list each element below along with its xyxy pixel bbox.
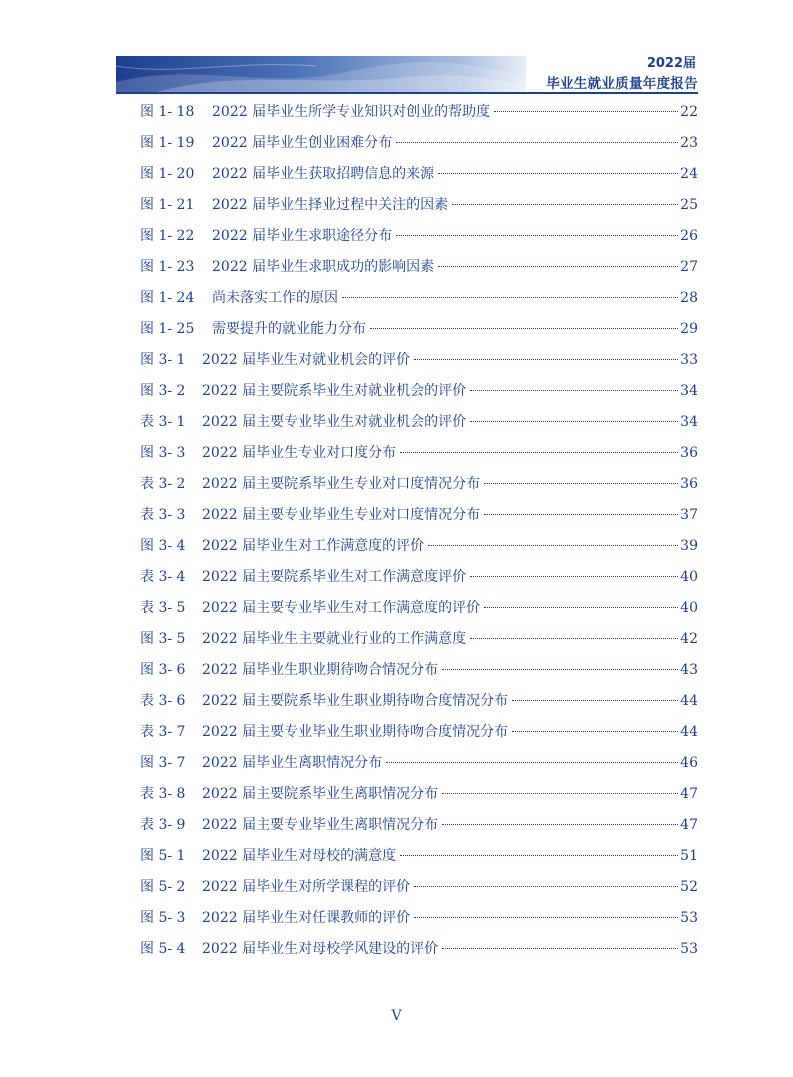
toc-entry[interactable]: [140, 288, 698, 319]
toc-entry-page: 40: [680, 569, 698, 585]
toc-entry[interactable]: [140, 629, 698, 660]
toc-entry-page: 47: [680, 817, 698, 833]
toc-entry-label: 图 3- 7: [140, 755, 186, 771]
toc-entry-title: 2022 届主要专业毕业生离职情况分布: [202, 817, 439, 833]
toc-entry[interactable]: [140, 939, 698, 970]
toc-entry-page: 26: [680, 228, 698, 244]
toc-entry-label: 图 3- 1: [140, 352, 186, 368]
toc-entry-page: 37: [680, 507, 698, 523]
toc-entry-title: 2022 届主要院系毕业生对就业机会的评价: [202, 383, 467, 399]
toc-dot-leader: [442, 824, 678, 825]
toc-entry[interactable]: [140, 784, 698, 815]
toc-entry-label: 图 3- 2: [140, 383, 186, 399]
toc-entry-title: 2022 届毕业生择业过程中关注的因素: [212, 197, 449, 213]
toc-entry-page: 52: [680, 879, 698, 895]
toc-entry-title: 2022 届主要专业毕业生专业对口度情况分布: [202, 507, 481, 523]
toc-entry-title: 2022 届毕业生获取招聘信息的来源: [212, 166, 435, 182]
toc-entry-label: 图 1- 24: [140, 290, 195, 306]
header-divider: [116, 92, 698, 94]
toc-entry-label: 图 1- 19: [140, 135, 195, 151]
toc-entry-label: 表 3- 5: [140, 600, 186, 616]
toc-entry-title: 2022 届主要院系毕业生离职情况分布: [202, 786, 439, 802]
toc-dot-leader: [414, 917, 678, 918]
toc-entry-title: 2022 届毕业生对母校的满意度: [202, 848, 397, 864]
toc-entry-page: 34: [680, 414, 698, 430]
toc-entry-title: 需要提升的就业能力分布: [212, 321, 366, 337]
toc-dot-leader: [428, 545, 678, 546]
toc-entry[interactable]: [140, 598, 698, 629]
toc-entry[interactable]: [140, 815, 698, 846]
toc-entry-page: 39: [680, 538, 698, 554]
toc-entry[interactable]: [140, 319, 698, 350]
toc-entry-title: 2022 届毕业生对任课教师的评价: [202, 910, 411, 926]
toc-entry-page: 51: [680, 848, 698, 864]
toc-entry[interactable]: [140, 722, 698, 753]
toc-entry[interactable]: [140, 102, 698, 133]
toc-entry-title: 2022 届毕业生求职成功的影响因素: [212, 259, 435, 275]
toc-dot-leader: [512, 731, 678, 732]
toc-entry-title: 2022 届主要专业毕业生对就业机会的评价: [202, 414, 467, 430]
toc-entry[interactable]: [140, 443, 698, 474]
toc-entry-label: 表 3- 3: [140, 507, 186, 523]
toc-entry-page: 24: [680, 166, 698, 182]
toc-entry-page: 23: [680, 135, 698, 151]
toc-entry-label: 图 3- 4: [140, 538, 186, 554]
toc-entry-label: 图 5- 3: [140, 910, 186, 926]
toc-dot-leader: [484, 607, 678, 608]
report-title: 毕业生就业质量年度报告: [546, 76, 698, 92]
toc-entry-page: 28: [680, 290, 698, 306]
toc-entry-page: 47: [680, 786, 698, 802]
toc-entry-page: 36: [680, 476, 698, 492]
toc-dot-leader: [400, 452, 678, 453]
toc-entry-title: 2022 届毕业生职业期待吻合情况分布: [202, 662, 439, 678]
toc-entry-page: 53: [680, 941, 698, 957]
toc-entry-title: 2022 届毕业生对工作满意度的评价: [202, 538, 425, 554]
toc-entry[interactable]: [140, 753, 698, 784]
toc-entry-title: 2022 届毕业生主要就业行业的工作满意度: [202, 631, 467, 647]
toc-entry-title: 尚未落实工作的原因: [212, 290, 338, 306]
toc-entry-page: 46: [680, 755, 698, 771]
toc-entry[interactable]: [140, 505, 698, 536]
toc-entry-label: 表 3- 1: [140, 414, 186, 430]
toc-entry-title: 2022 届毕业生创业困难分布: [212, 135, 393, 151]
toc-entry-label: 图 1- 23: [140, 259, 195, 275]
toc-entry-title: 2022 届主要院系毕业生对工作满意度评价: [202, 569, 467, 585]
page-number: V: [391, 1008, 402, 1024]
toc-entry[interactable]: [140, 474, 698, 505]
toc-entry-label: 表 3- 9: [140, 817, 186, 833]
toc-dot-leader: [452, 204, 678, 205]
toc-entry-label: 图 1- 22: [140, 228, 195, 244]
toc-entry-page: 44: [680, 724, 698, 740]
toc-dot-leader: [470, 421, 678, 422]
toc-entry-page: 33: [680, 352, 698, 368]
toc-entry[interactable]: [140, 877, 698, 908]
toc-entry-label: 图 1- 21: [140, 197, 195, 213]
toc-dot-leader: [386, 762, 678, 763]
table-of-contents: [140, 102, 698, 970]
toc-entry-label: 表 3- 7: [140, 724, 186, 740]
toc-dot-leader: [484, 514, 678, 515]
toc-entry-page: 36: [680, 445, 698, 461]
toc-entry-title: 2022 届毕业生对就业机会的评价: [202, 352, 411, 368]
toc-entry-title: 2022 届毕业生求职途径分布: [212, 228, 393, 244]
toc-entry-label: 图 3- 3: [140, 445, 186, 461]
toc-entry-label: 图 1- 18: [140, 104, 195, 120]
toc-dot-leader: [438, 173, 678, 174]
toc-entry-page: 42: [680, 631, 698, 647]
toc-entry[interactable]: [140, 691, 698, 722]
toc-entry-title: 2022 届毕业生对母校学风建设的评价: [202, 941, 439, 957]
toc-entry-label: 图 5- 1: [140, 848, 186, 864]
toc-entry-label: 表 3- 6: [140, 693, 186, 709]
toc-entry[interactable]: [140, 350, 698, 381]
toc-entry[interactable]: [140, 908, 698, 939]
toc-entry-title: 2022 届主要院系毕业生专业对口度情况分布: [202, 476, 481, 492]
toc-dot-leader: [370, 328, 678, 329]
toc-entry-page: 22: [680, 104, 698, 120]
toc-entry-title: 2022 届主要专业毕业生职业期待吻合度情况分布: [202, 724, 509, 740]
toc-entry-page: 40: [680, 600, 698, 616]
toc-entry-label: 图 1- 20: [140, 166, 195, 182]
toc-entry-label: 表 3- 4: [140, 569, 186, 585]
toc-dot-leader: [512, 700, 678, 701]
toc-entry-title: 2022 届毕业生对所学课程的评价: [202, 879, 411, 895]
toc-entry[interactable]: [140, 226, 698, 257]
toc-dot-leader: [414, 359, 678, 360]
toc-dot-leader: [442, 669, 678, 670]
toc-entry[interactable]: [140, 164, 698, 195]
toc-entry-page: 34: [680, 383, 698, 399]
toc-dot-leader: [396, 142, 678, 143]
report-year: 2022届: [646, 56, 696, 71]
toc-dot-leader: [396, 235, 678, 236]
toc-entry[interactable]: [140, 846, 698, 877]
toc-entry-page: 25: [680, 197, 698, 213]
toc-entry[interactable]: [140, 567, 698, 598]
toc-entry-label: 图 3- 5: [140, 631, 186, 647]
toc-dot-leader: [414, 886, 678, 887]
toc-entry-label: 表 3- 8: [140, 786, 186, 802]
toc-entry-page: 27: [680, 259, 698, 275]
toc-dot-leader: [470, 638, 678, 639]
toc-entry[interactable]: [140, 257, 698, 288]
toc-entry-title: 2022 届毕业生专业对口度分布: [202, 445, 397, 461]
toc-dot-leader: [400, 855, 678, 856]
header-banner: [116, 56, 526, 92]
toc-entry-title: 2022 届主要专业毕业生对工作满意度的评价: [202, 600, 481, 616]
toc-entry-title: 2022 届毕业生离职情况分布: [202, 755, 383, 771]
toc-dot-leader: [342, 297, 678, 298]
toc-entry[interactable]: [140, 195, 698, 226]
toc-dot-leader: [438, 266, 678, 267]
toc-entry-page: 43: [680, 662, 698, 678]
toc-entry[interactable]: [140, 133, 698, 164]
toc-entry-label: 图 5- 2: [140, 879, 186, 895]
toc-entry-label: 图 5- 4: [140, 941, 186, 957]
toc-entry-label: 表 3- 2: [140, 476, 186, 492]
toc-entry[interactable]: [140, 381, 698, 412]
toc-entry-title: 2022 届毕业生所学专业知识对创业的帮助度: [212, 104, 491, 120]
toc-entry[interactable]: [140, 660, 698, 691]
toc-dot-leader: [442, 793, 678, 794]
toc-dot-leader: [470, 576, 678, 577]
toc-entry-label: 图 3- 6: [140, 662, 186, 678]
toc-dot-leader: [442, 948, 678, 949]
toc-entry[interactable]: [140, 412, 698, 443]
toc-entry[interactable]: [140, 536, 698, 567]
toc-dot-leader: [484, 483, 678, 484]
toc-entry-label: 图 1- 25: [140, 321, 195, 337]
toc-dot-leader: [494, 111, 678, 112]
toc-dot-leader: [470, 390, 678, 391]
toc-entry-page: 53: [680, 910, 698, 926]
toc-entry-page: 29: [680, 321, 698, 337]
toc-entry-title: 2022 届主要院系毕业生职业期待吻合度情况分布: [202, 693, 509, 709]
toc-entry-page: 44: [680, 693, 698, 709]
